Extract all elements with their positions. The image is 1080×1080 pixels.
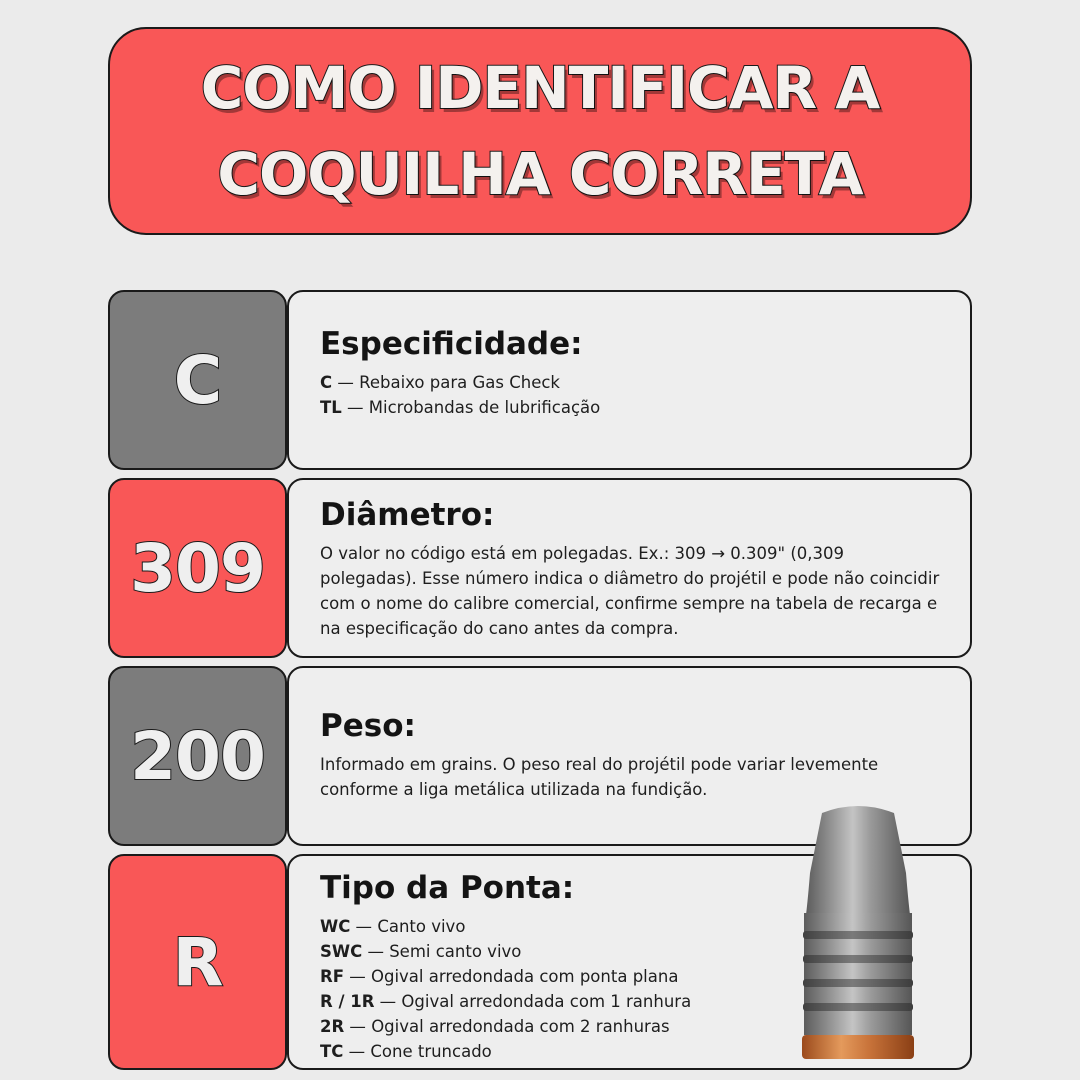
- item-desc: Cone truncado: [370, 1042, 492, 1061]
- code-number: 309: [130, 529, 265, 607]
- section-heading: Peso:: [320, 708, 416, 744]
- item-desc: Canto vivo: [377, 917, 466, 936]
- list-item: [320, 370, 940, 395]
- section-heading: Tipo da Ponta:: [320, 870, 575, 906]
- item-key: R / 1R: [320, 992, 375, 1011]
- item-key: WC: [320, 917, 351, 936]
- item-key: C: [320, 373, 333, 392]
- item-separator: —: [344, 1017, 372, 1036]
- row-diametro: [108, 478, 972, 658]
- item-separator: —: [374, 992, 402, 1011]
- item-desc: Rebaixo para Gas Check: [359, 373, 560, 392]
- code-number: 200: [130, 717, 265, 795]
- section-heading: Especificidade:: [320, 326, 583, 362]
- title-line-1: COMO IDENTIFICAR A: [200, 54, 880, 122]
- item-key: RF: [320, 967, 344, 986]
- item-desc: Ogival arredondada com 2 ranhuras: [371, 1017, 670, 1036]
- code-box-r: [108, 854, 287, 1070]
- item-desc: Ogival arredondada com 1 ranhura: [401, 992, 692, 1011]
- section-body: O valor no código está em polegadas. Ex.: 309 → 0.309" (0,309 polegadas). Esse número indica o diâmetro do projétil e pode não coincidir com o nome do calibre comercial, confirme sempre na tabela de recarga e na especificação do cano antes da compra.: [320, 544, 940, 638]
- code-letter: R: [172, 923, 223, 1001]
- item-key: SWC: [320, 942, 363, 961]
- item-separator: —: [343, 1042, 371, 1061]
- code-box-c: [108, 290, 287, 470]
- item-separator: —: [332, 373, 360, 392]
- item-desc: Ogival arredondada com ponta plana: [370, 967, 679, 986]
- item-separator: —: [362, 942, 390, 961]
- item-key: TC: [320, 1042, 344, 1061]
- item-separator: —: [343, 967, 371, 986]
- title-line-2: COQUILHA CORRETA: [217, 140, 863, 208]
- section-body: Informado em grains. O peso real do projétil pode variar levemente conforme a liga metálica utilizada na fundição.: [320, 755, 879, 799]
- code-letter: C: [173, 341, 222, 419]
- row-especificidade: [108, 290, 972, 470]
- item-key: 2R: [320, 1017, 345, 1036]
- item-desc: Semi canto vivo: [389, 942, 522, 961]
- item-separator: —: [341, 398, 369, 417]
- info-box-especificidade: [287, 290, 972, 470]
- info-box-diametro: [287, 478, 972, 658]
- list-item: [320, 395, 940, 420]
- item-key: TL: [320, 398, 342, 417]
- code-box-309: [108, 478, 287, 658]
- bullet-projectile-image: [798, 803, 918, 1063]
- code-box-200: [108, 666, 287, 846]
- title-banner: [108, 27, 972, 235]
- item-desc: Microbandas de lubrificação: [368, 398, 601, 417]
- item-separator: —: [350, 917, 378, 936]
- section-heading: Diâmetro:: [320, 497, 495, 533]
